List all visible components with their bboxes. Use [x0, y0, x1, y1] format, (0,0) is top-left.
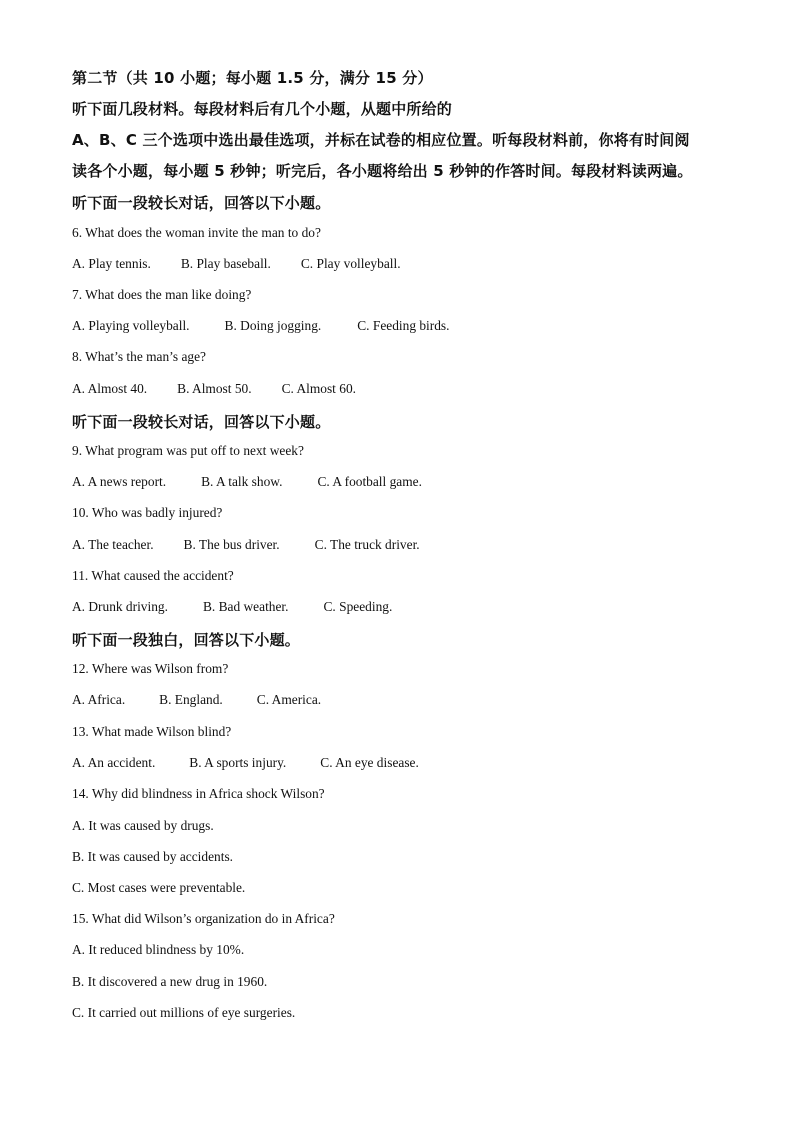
- group-prompt: 听下面一段独白，回答以下小题。: [72, 631, 301, 649]
- question-text: 9. What program was put off to next week?: [72, 443, 304, 458]
- option-b[interactable]: B. A sports injury.: [189, 755, 287, 770]
- question-text: 14. Why did blindness in Africa shock Wilson?: [72, 786, 325, 801]
- options-row: [72, 692, 321, 708]
- option-a[interactable]: A. An accident.: [72, 755, 156, 770]
- option-a[interactable]: A. Playing volleyball.: [72, 318, 190, 333]
- group-prompt: 听下面一段较长对话，回答以下小题。: [72, 413, 331, 431]
- group-prompt: 听下面一段较长对话，回答以下小题。: [72, 194, 331, 212]
- instruction-line-1: 听下面几段材料。每段材料后有几个小题，从题中所给的: [72, 100, 453, 118]
- question-text: 12. Where was Wilson from?: [72, 661, 229, 676]
- option-a[interactable]: A. Almost 40.: [72, 381, 148, 396]
- option-a[interactable]: A. The teacher.: [72, 537, 154, 552]
- question-text: 8. What’s the man’s age?: [72, 349, 206, 364]
- options-row: [72, 599, 392, 615]
- option-c[interactable]: C. It carried out millions of eye surgeries.: [72, 1005, 296, 1020]
- option-c[interactable]: C. Most cases were preventable.: [72, 880, 246, 895]
- option-c[interactable]: C. Almost 60.: [281, 381, 356, 396]
- section-heading: 第二节（共 10 小题；每小题 1.5 分，满分 15 分）: [72, 69, 433, 87]
- option-b[interactable]: B. A talk show.: [201, 474, 283, 489]
- option-b[interactable]: B. It was caused by accidents.: [72, 849, 234, 864]
- question-text: 11. What caused the accident?: [72, 568, 234, 583]
- question-text: 7. What does the man like doing?: [72, 287, 252, 302]
- option-b[interactable]: B. Play baseball.: [180, 256, 271, 271]
- option-c[interactable]: C. America.: [256, 692, 322, 707]
- option-b[interactable]: B. Almost 50.: [177, 381, 252, 396]
- option-a[interactable]: A. Africa.: [72, 692, 126, 707]
- options-row: [72, 256, 401, 272]
- option-a[interactable]: A. Play tennis.: [72, 256, 151, 271]
- options-row: [72, 318, 450, 334]
- question-text: 15. What did Wilson’s organization do in Africa?: [72, 911, 335, 926]
- option-c[interactable]: C. An eye disease.: [320, 755, 419, 770]
- option-b[interactable]: B. It discovered a new drug in 1960.: [72, 974, 268, 989]
- question-text: 10. Who was badly injured?: [72, 505, 223, 520]
- option-a[interactable]: A. A news report.: [72, 474, 167, 489]
- instruction-line-2: A、B、C 三个选项中选出最佳选项，并标在试卷的相应位置。听每段材料前，你将有时间阅: [72, 131, 690, 149]
- option-b[interactable]: B. England.: [159, 692, 223, 707]
- options-row: [72, 537, 420, 553]
- option-c[interactable]: C. Speeding.: [323, 599, 393, 614]
- options-row: [72, 474, 422, 490]
- option-a[interactable]: A. It reduced blindness by 10%.: [72, 942, 245, 957]
- options-row: [72, 381, 356, 397]
- option-c[interactable]: C. Play volleyball.: [300, 256, 401, 271]
- option-c[interactable]: C. The truck driver.: [314, 537, 420, 552]
- question-text: 13. What made Wilson blind?: [72, 724, 232, 739]
- options-row: [72, 755, 419, 771]
- option-b[interactable]: B. Bad weather.: [202, 599, 289, 614]
- option-c[interactable]: C. A football game.: [317, 474, 422, 489]
- option-c[interactable]: C. Feeding birds.: [357, 318, 450, 333]
- instruction-line-3: 读各个小题，每小题 5 秒钟；听完后，各小题将给出 5 秒钟的作答时间。每段材料读两遍。: [72, 162, 693, 180]
- option-b[interactable]: B. The bus driver.: [183, 537, 280, 552]
- question-text: 6. What does the woman invite the man to do?: [72, 225, 321, 240]
- option-b[interactable]: B. Doing jogging.: [224, 318, 322, 333]
- option-a[interactable]: A. It was caused by drugs.: [72, 818, 214, 833]
- option-a[interactable]: A. Drunk driving.: [72, 599, 168, 614]
